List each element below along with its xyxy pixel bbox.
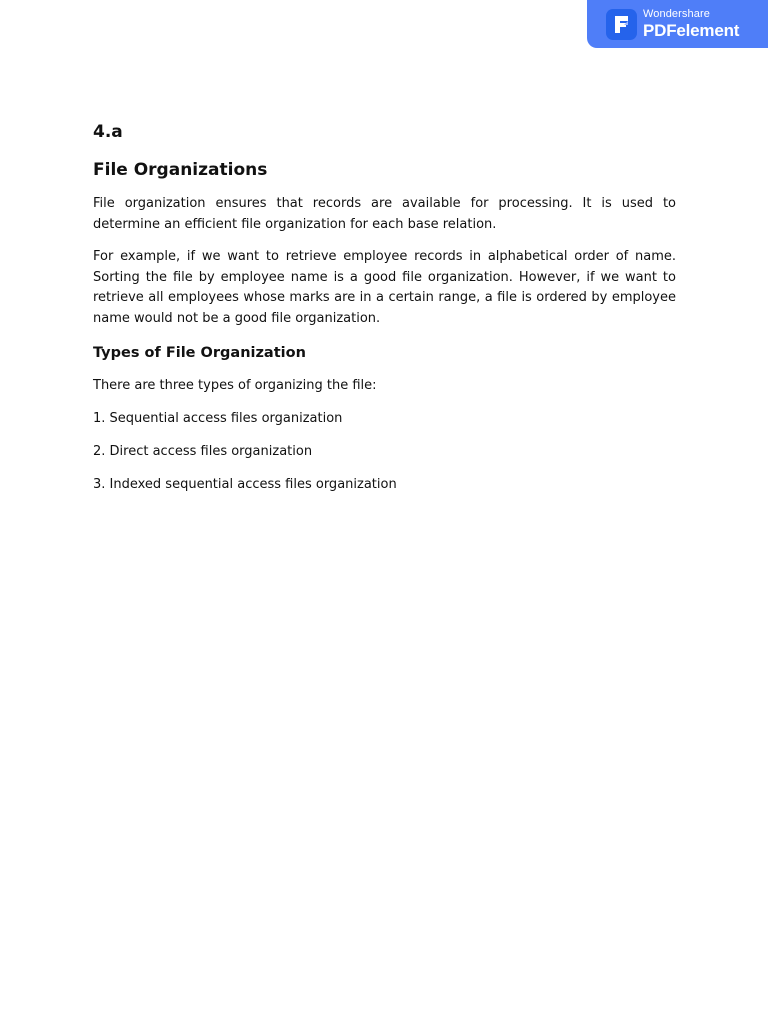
- paragraph: For example, if we want to retrieve employee records in alphabetical order of name. Sorting the file by employee name is a good file organization. However, if we want to retrieve all employees whose marks are in a certain range, a file is ordered by employee name would not be a good file organization.: [93, 249, 676, 326]
- paragraph: File organization ensures that records are available for processing. It is used to determine an efficient file organization for each base relation.: [93, 196, 676, 232]
- pdfelement-watermark-badge[interactable]: [587, 0, 768, 48]
- badge-product: PDFelement: [643, 21, 740, 40]
- intro-text: There are three types of organizing the file:: [93, 378, 377, 393]
- section-subtitle: Types of File Organization: [93, 345, 306, 361]
- badge-brand: Wondershare: [643, 8, 710, 20]
- list-item: 2. Direct access files organization: [93, 444, 313, 459]
- list-item: 3. Indexed sequential access files organization: [93, 477, 397, 492]
- pdfelement-logo-icon: [606, 9, 637, 40]
- badge-text: [643, 9, 739, 39]
- types-list: [93, 409, 676, 495]
- list-item: 1. Sequential access files organization: [93, 411, 343, 426]
- document-page: [93, 120, 676, 495]
- page-title: File Organizations: [93, 160, 268, 180]
- section-number: 4.a: [93, 122, 123, 142]
